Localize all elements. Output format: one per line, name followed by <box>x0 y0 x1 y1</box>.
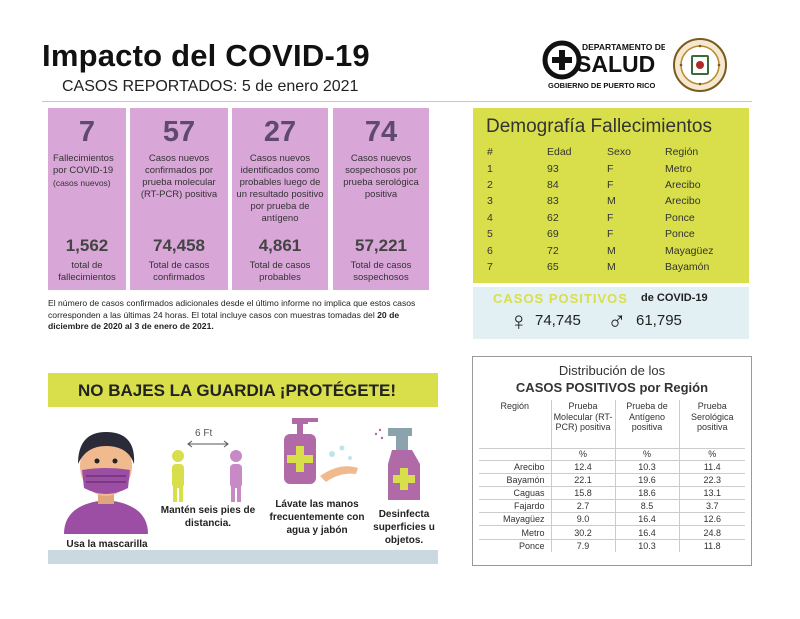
table-cell: Metro <box>665 162 692 175</box>
table-cell: 65 <box>547 260 559 273</box>
table-cell: F <box>607 178 614 191</box>
stat-total-deaths: 1,562 <box>65 236 109 255</box>
distribucion-panel <box>472 356 752 566</box>
table-cell: 19.6 <box>615 473 679 486</box>
table-cell: 7 <box>487 260 493 273</box>
casos-positivos-panel <box>473 287 749 339</box>
table-cell: Mayagüez <box>665 244 714 257</box>
table-row <box>487 160 737 176</box>
table-header-row <box>487 144 737 160</box>
table-cell: 3 <box>487 195 493 208</box>
distribucion-title-line1: Distribución de los <box>558 363 666 378</box>
stat-desc-text: Fallecimientos por COVID-19 <box>53 153 114 176</box>
stat-total-probable: 4,861 <box>258 236 302 255</box>
table-cell: 69 <box>547 228 559 241</box>
stat-new-confirmed: 57 <box>162 116 196 148</box>
table-cell: Arecibo <box>479 460 551 473</box>
distribucion-table <box>479 400 745 552</box>
stat-desc: Casos nuevos identificados como probables luego de un resultado positivo por prueba de antígeno <box>236 153 324 224</box>
table-cell: Ponce <box>479 539 551 552</box>
stat-box-sospechosos <box>333 108 429 290</box>
stat-new-probable: 27 <box>263 116 297 148</box>
page-title: Impacto del COVID-19 <box>42 38 370 73</box>
table-row <box>479 473 745 486</box>
table-cell: 22.3 <box>679 473 745 486</box>
government-seal-icon <box>673 38 727 92</box>
stat-total-desc: total de fallecimientos <box>58 260 116 283</box>
stat-total-suspected: 57,221 <box>355 236 407 255</box>
table-cell: 6 <box>487 244 493 257</box>
column-header: Región <box>500 401 530 411</box>
table-cell: 16.4 <box>615 513 679 526</box>
prevencion-banner <box>48 373 438 407</box>
salud-logo <box>540 36 665 94</box>
table-cell: % <box>615 448 679 460</box>
table-cell: % <box>679 448 745 460</box>
footnote-text: El número de casos confirmados adicionales desde el último informe no implica que estos casos corresponden a las últimas 24 horas. El total incluye casos con muestras tomadas del <box>48 298 416 320</box>
stat-desc-note: (casos nuevos) <box>53 178 111 188</box>
table-row <box>479 539 745 552</box>
male-count: 61,795 <box>636 312 682 329</box>
table-row <box>487 242 737 258</box>
column-header: # <box>487 146 493 159</box>
footnote <box>48 298 438 333</box>
table-cell: 11.4 <box>679 460 745 473</box>
column-header: Edad <box>547 146 572 159</box>
table-cell: F <box>607 228 614 241</box>
table-cell: 12.4 <box>551 460 615 473</box>
casos-positivos-label: CASOS POSITIVOS <box>493 291 628 306</box>
table-cell: Arecibo <box>665 178 701 191</box>
header-divider <box>42 101 752 102</box>
female-count: 74,745 <box>535 312 581 329</box>
stat-total-confirmed: 74,458 <box>153 236 205 255</box>
table-cell: 83 <box>547 195 559 208</box>
distance-label: 6 Ft <box>195 428 213 439</box>
social-distance-icon <box>168 424 248 509</box>
table-cell: 24.8 <box>679 526 745 539</box>
stat-box-confirmados <box>130 108 228 290</box>
table-cell: 10.3 <box>615 460 679 473</box>
table-cell: M <box>607 244 616 257</box>
stat-new-deaths: 7 <box>78 116 96 148</box>
footnote-date-range: 20 de diciembre de 2020 al 3 de enero de 2021. <box>48 309 400 331</box>
prevencion-panel <box>48 362 438 572</box>
table-cell: 18.6 <box>615 486 679 499</box>
table-cell: M <box>607 195 616 208</box>
stat-total-desc: Total de casos sospechosos <box>350 260 412 283</box>
table-cell: 12.6 <box>679 513 745 526</box>
table-cell: Ponce <box>665 228 695 241</box>
casos-positivos-label2: de COVID-19 <box>641 292 708 304</box>
male-sign-icon: ♂ <box>607 306 627 336</box>
disinfectant-spray-icon <box>370 424 430 509</box>
table-cell: Fajardo <box>479 500 551 513</box>
table-cell: 5 <box>487 228 493 241</box>
stat-total-desc: Total de casos probables <box>249 260 311 283</box>
caption-wash: Lávate las manos frecuentemente con agua y jabón <box>269 499 365 536</box>
column-header: Prueba Molecular (RT-PCR) positiva <box>551 400 615 448</box>
table-cell: 30.2 <box>551 526 615 539</box>
table-cell: 4 <box>487 211 493 224</box>
table-cell: 8.5 <box>615 500 679 513</box>
table-cell: 22.1 <box>551 473 615 486</box>
table-cell: 7.9 <box>551 539 615 552</box>
caption-distance: Mantén seis pies de distancia. <box>160 505 256 529</box>
stat-box-probables <box>232 108 328 290</box>
table-row <box>487 226 737 242</box>
table-cell: 2 <box>487 178 493 191</box>
table-header-row <box>479 400 745 448</box>
table-cell: 11.8 <box>679 539 745 552</box>
column-header: Región <box>665 146 699 159</box>
table-cell: F <box>607 211 614 224</box>
female-sign-icon: ♀ <box>509 306 529 336</box>
table-cell: 1 <box>487 162 493 175</box>
caption-disinfect: Desinfecta superficies u objetos. <box>373 509 435 546</box>
column-header: Sexo <box>607 146 631 159</box>
table-cell: Mayagüez <box>479 513 551 526</box>
table-cell: % <box>551 448 615 460</box>
table-cell: Bayamón <box>479 473 551 486</box>
stat-desc: Casos nuevos sospechosos por prueba serológica positiva <box>343 153 419 200</box>
column-header: Prueba Serológica positiva <box>679 400 745 448</box>
table-row <box>479 460 745 473</box>
demografia-table <box>487 144 737 275</box>
percent-unit-row <box>479 448 745 460</box>
demografia-title: Demografía Fallecimientos <box>486 116 712 137</box>
stat-box-fallecimientos <box>48 108 126 290</box>
prevencion-footer-bar <box>48 550 438 564</box>
table-row <box>487 259 737 275</box>
stat-new-suspected: 74 <box>364 116 398 148</box>
table-cell: 84 <box>547 178 559 191</box>
table-cell: 15.8 <box>551 486 615 499</box>
column-header: Prueba de Antígeno positiva <box>615 400 679 448</box>
table-cell: 10.3 <box>615 539 679 552</box>
page-subtitle: CASOS REPORTADOS: 5 de enero 2021 <box>62 78 359 95</box>
logo-dept-line1: DEPARTAMENTO DE <box>582 42 665 52</box>
person-mask-icon <box>56 416 156 539</box>
logo-dept-line2: SALUD <box>576 51 656 77</box>
logo-dept-line3: GOBIERNO DE PUERTO RICO <box>548 81 656 90</box>
table-cell: 2.7 <box>551 500 615 513</box>
table-cell <box>479 448 551 460</box>
table-cell: Metro <box>479 526 551 539</box>
demografia-panel <box>473 108 749 283</box>
stat-total-desc: Total de casos confirmados <box>148 260 210 283</box>
caption-mask: Usa la mascarilla <box>66 539 148 550</box>
prevencion-banner-text: NO BAJES LA GUARDIA ¡PROTÉGETE! <box>78 381 396 400</box>
table-cell: 16.4 <box>615 526 679 539</box>
table-cell: M <box>607 260 616 273</box>
table-cell: Ponce <box>665 211 695 224</box>
table-cell: Arecibo <box>665 195 701 208</box>
table-cell: 9.0 <box>551 513 615 526</box>
table-cell: Caguas <box>479 486 551 499</box>
table-cell: 72 <box>547 244 559 257</box>
table-row <box>479 500 745 513</box>
handwash-soap-icon <box>270 414 362 499</box>
table-cell: 3.7 <box>679 500 745 513</box>
table-row <box>479 486 745 499</box>
distribucion-title-line2: CASOS POSITIVOS por Región <box>515 380 709 395</box>
table-row <box>487 177 737 193</box>
table-cell: F <box>607 162 614 175</box>
stat-desc <box>48 153 126 189</box>
distribucion-title <box>473 362 751 396</box>
table-cell: Bayamón <box>665 260 710 273</box>
stat-desc: Casos nuevos confirmados por prueba molecular (RT-PCR) positiva <box>140 153 218 200</box>
table-row <box>479 513 745 526</box>
table-cell: 13.1 <box>679 486 745 499</box>
table-row <box>487 210 737 226</box>
table-row <box>479 526 745 539</box>
table-cell: 62 <box>547 211 559 224</box>
table-cell: 93 <box>547 162 559 175</box>
table-row <box>487 193 737 209</box>
